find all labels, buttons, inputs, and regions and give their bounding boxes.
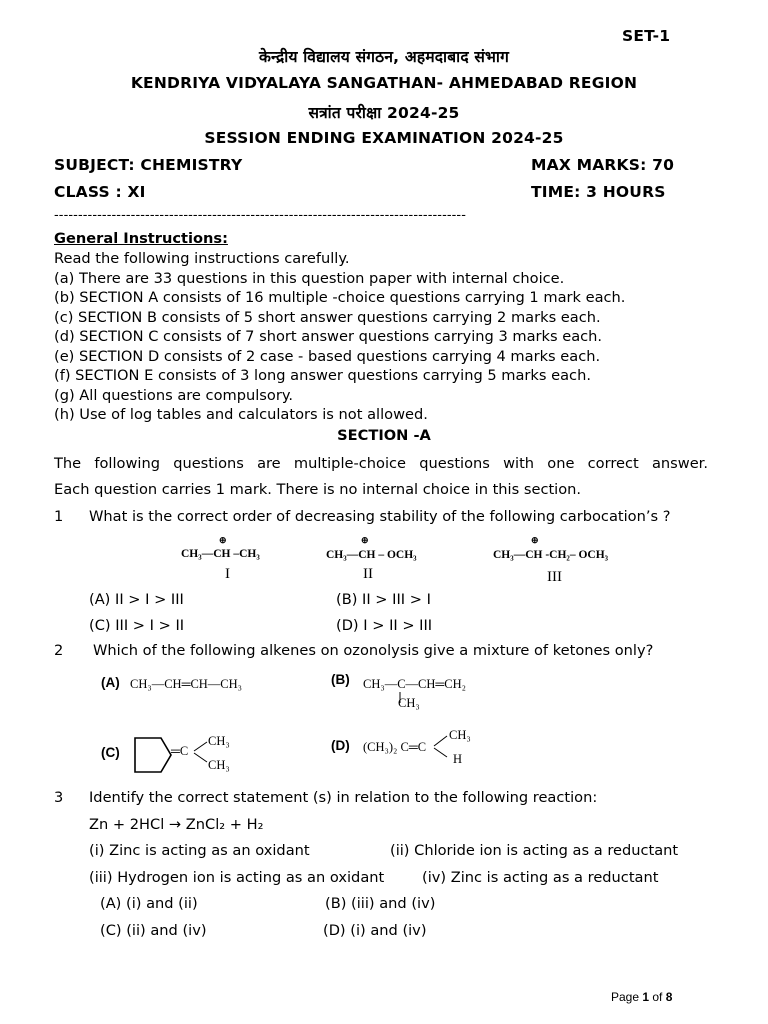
option-a: (A) II > I > III [89,591,184,608]
question-number: 2 [54,642,64,659]
exam-name-english: SESSION ENDING EXAMINATION 2024-25 [204,129,564,147]
question-number: 3 [54,789,64,806]
positive-charge-icon: ⊕ [219,535,227,545]
page-prefix: Page [611,990,643,1004]
question-number: 1 [54,508,64,525]
org-name-hindi: केन्द्रीय विद्यालय संगठन, अहमदाबाद संभाग [258,48,510,66]
option-a-label: (A) [101,675,120,690]
option-c: (C) (ii) and (iv) [100,922,207,939]
section-intro-line: Each question carries 1 mark. There is no internal choice in this section. [54,481,582,498]
page-of: of [649,990,666,1004]
instruction-item: (a) There are 33 questions in this question paper with internal choice. [54,270,565,287]
max-marks: MAX MARKS: 70 [531,156,675,174]
statement-ii: (ii) Chloride ion is acting as a reductant [390,842,679,859]
positive-charge-icon: ⊕ [531,535,539,545]
alkene-formula-b: CH₃—C—CH═CH₂ [363,677,467,691]
set-label: SET-1 [622,27,671,45]
subject: SUBJECT: CHEMISTRY [54,156,243,174]
instruction-item: (c) SECTION B consists of 5 short answer questions carrying 2 marks each. [54,309,601,326]
section-intro-line: The following questions are multiple-choice questions with one correct answer. [54,455,708,472]
cyclopentane-ring-icon [127,734,175,776]
time: TIME: 3 HOURS [531,183,666,201]
question-text: Identify the correct statement (s) in relation to the following reaction: [89,789,598,806]
bond-lines [433,733,449,759]
positive-charge-icon: ⊕ [361,535,369,545]
option-a: (A) (i) and (ii) [100,895,198,912]
instruction-item: (b) SECTION A consists of 16 multiple -choice questions carrying 1 mark each. [54,289,626,306]
statement-iii: (iii) Hydrogen ion is acting as an oxidant [89,869,385,886]
alkene-substituent-c-bottom: CH₃ [208,758,230,772]
structure-formula: CH₃—CH – OCH₃ [326,549,417,561]
page-number [611,990,672,1004]
instruction-item: (d) SECTION C consists of 7 short answer questions carrying 3 marks each. [54,328,603,345]
divider-line: -------------------------------------------------------------------------------------- [54,208,467,223]
statement-iv: (iv) Zinc is acting as a reductant [422,869,659,886]
reaction-equation: Zn + 2HCl → ZnCl₂ + H₂ [89,816,264,833]
instruction-item: (f) SECTION E consists of 3 long answer questions carrying 5 marks each. [54,367,591,384]
structure-label: II [363,566,373,582]
page-current: 1 [642,990,650,1004]
class: CLASS : XI [54,183,146,201]
structure-label: I [225,566,230,582]
alkene-substituent-d-bottom: H [453,752,463,766]
page-total: 8 [665,990,673,1004]
structure-label: III [547,569,562,585]
org-name-english: KENDRIYA VIDYALAYA SANGATHAN- AHMEDABAD REGION [130,74,638,92]
instruction-item: (h) Use of log tables and calculators is not allowed. [54,406,428,423]
alkene-substituent-d-top: CH₃ [449,728,471,742]
structure-formula: CH₃—CH –CH₃ [181,548,260,560]
option-c-label: (C) [101,745,120,760]
section-title: SECTION -A [337,427,431,444]
alkene-c-center: ═C [171,744,189,758]
option-b-label: (B) [331,672,350,687]
option-d: (D) I > II > III [336,617,433,634]
instructions-title: General Instructions: [54,230,228,247]
question-text: What is the correct order of decreasing stability of the following carbocation’s ? [89,508,671,525]
instruction-item: (e) SECTION D consists of 2 case - based questions carrying 4 marks each. [54,348,601,365]
statement-i: (i) Zinc is acting as an oxidant [89,842,310,859]
alkene-substituent-b: CH₃ [398,696,420,710]
option-d: (D) (i) and (iv) [323,922,427,939]
structure-formula: CH₃—CH -CH₂– OCH₃ [493,549,609,561]
option-c: (C) III > I > II [89,617,185,634]
bond-lines [193,740,209,764]
exam-name-hindi: सत्रांत परीक्षा 2024-25 [308,104,460,122]
instructions-intro: Read the following instructions carefully. [54,250,350,267]
alkene-formula-d: (CH₃)₂ C═C [363,740,427,754]
option-b: (B) (iii) and (iv) [325,895,436,912]
option-d-label: (D) [331,738,350,753]
alkene-formula-a: CH₃—CH═CH—CH₃ [130,677,243,691]
option-b: (B) II > III > I [336,591,431,608]
instruction-item: (g) All questions are compulsory. [54,387,294,404]
alkene-substituent-c-top: CH₃ [208,734,230,748]
question-text: Which of the following alkenes on ozonolysis give a mixture of ketones only? [93,642,654,659]
